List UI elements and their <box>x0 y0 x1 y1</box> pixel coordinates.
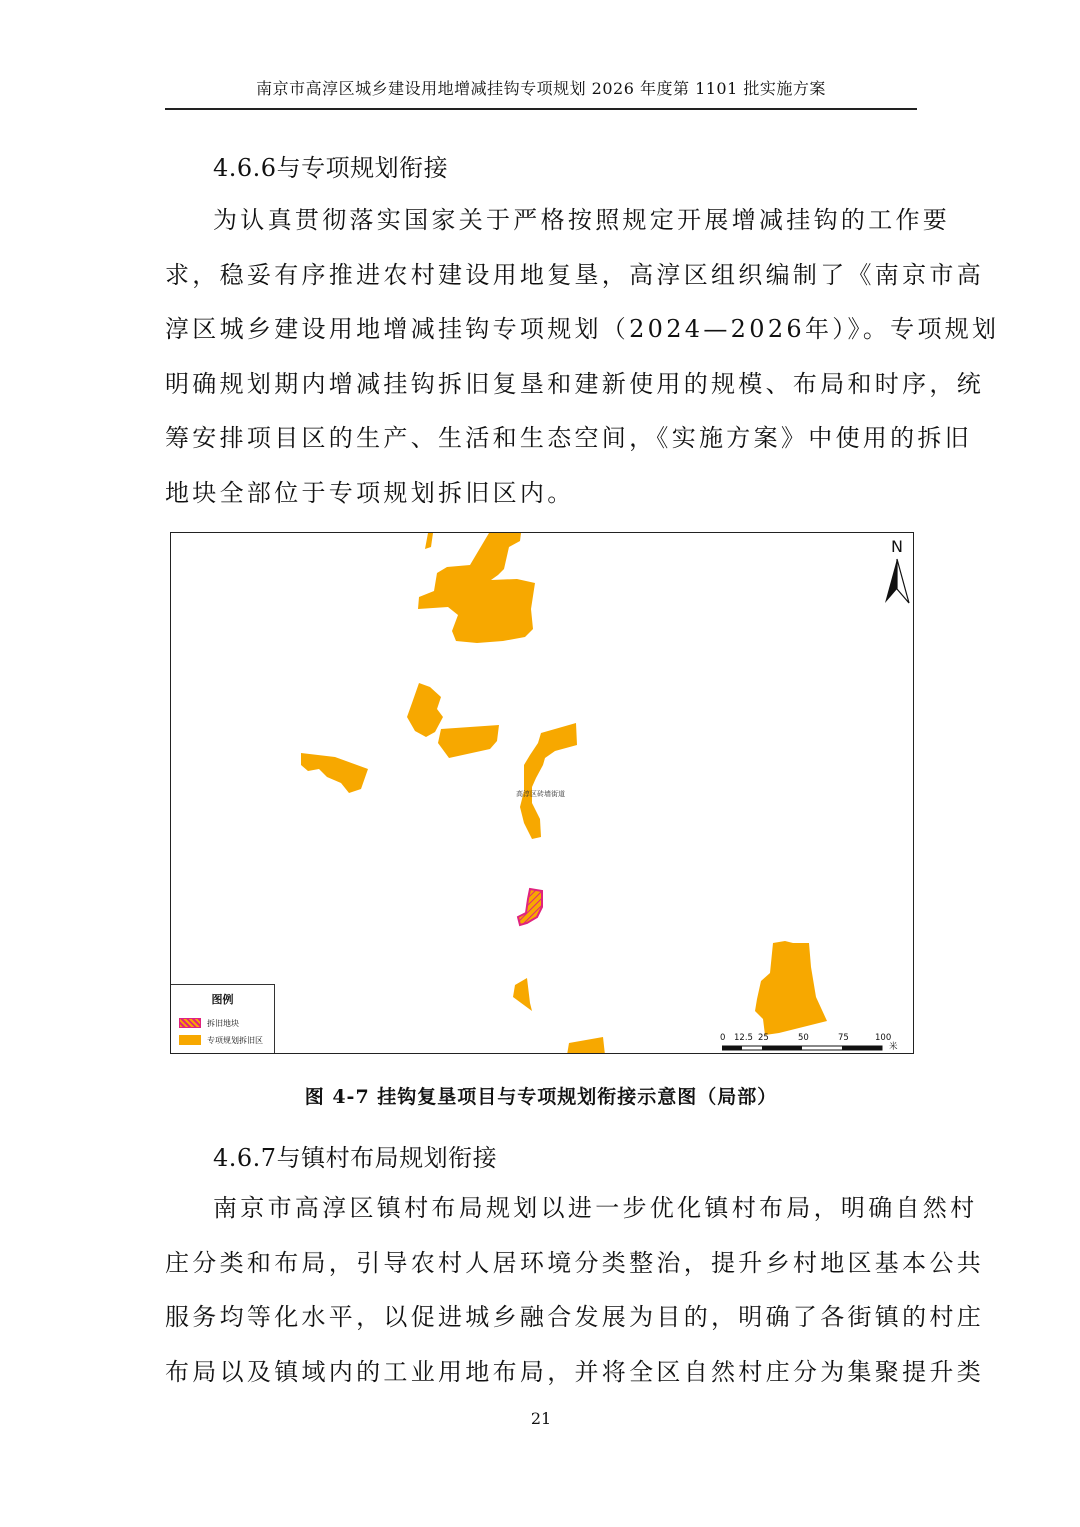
paragraph-line: 淳区城乡建设用地增减挂钩专项规划（2024—2026年）》。专项规划 <box>165 315 1000 344</box>
planning-zone-parcel <box>425 533 433 549</box>
section-heading-4-6-6: 4.6.6与专项规划衔接 <box>213 154 449 182</box>
legend-title: 图例 <box>211 993 234 1006</box>
legend-label: 拆旧地块 <box>207 1019 239 1028</box>
paragraph-line: 服务均等化水平，以促进城乡融合发展为目的，明确了各街镇的村庄 <box>165 1303 984 1332</box>
section-heading-4-6-7: 4.6.7与镇村布局规划衔接 <box>213 1144 498 1172</box>
legend-label: 专项规划拆旧区 <box>207 1036 263 1045</box>
planning-zone-parcel <box>407 683 443 737</box>
scale-unit: 米 <box>889 1042 898 1052</box>
paragraph-4-6-7 <box>165 1181 984 1399</box>
paragraph-line: 为认真贯彻落实国家关于严格按照规定开展增减挂钩的工作要 <box>213 206 951 234</box>
scale-tick-label: 75 <box>838 1033 849 1043</box>
north-letter: N <box>891 537 903 556</box>
north-arrow <box>883 537 911 605</box>
map-figure <box>170 532 914 1054</box>
header-divider <box>165 108 917 110</box>
scale-tick-label: 100 <box>875 1033 892 1043</box>
planning-zone-parcel <box>755 941 827 1035</box>
scale-tick-label: 0 <box>720 1033 726 1043</box>
planning-zone-parcel <box>520 723 577 839</box>
hatched-pink-square-icon <box>179 1018 201 1028</box>
paragraph-line: 筹安排项目区的生产、生活和生态空间，《实施方案》中使用的拆旧 <box>165 424 972 453</box>
paragraph-line: 地块全部位于专项规划拆旧区内。 <box>165 478 575 507</box>
paragraph-line: 庄分类和布局，引导农村人居环境分类整治，提升乡村地区基本公共 <box>165 1248 984 1277</box>
figure-caption: 图 4-7 挂钩复垦项目与专项规划衔接示意图（局部） <box>304 1086 778 1108</box>
paragraph-line: 南京市高淳区镇村布局规划以进一步优化镇村布局，明确自然村 <box>213 1194 978 1222</box>
scale-tick-label: 50 <box>798 1033 809 1043</box>
planning-zone-parcel <box>567 1037 605 1054</box>
paragraph-4-6-6 <box>165 193 1000 521</box>
demolition-parcel <box>518 889 542 925</box>
scale-tick-label: 12.5 <box>734 1033 753 1043</box>
paragraph-line: 明确规划期内增减挂钩拆旧复垦和建新使用的规模、布局和时序，统 <box>165 369 984 398</box>
paragraph-line: 布局以及镇域内的工业用地布局，并将全区自然村庄分为集聚提升类 <box>165 1357 984 1386</box>
running-header: 南京市高淳区城乡建设用地增减挂钩专项规划 2026 年度第 1101 批实施方案 <box>256 79 826 98</box>
orange-square-icon <box>179 1035 201 1045</box>
planning-zone-parcel <box>418 533 535 643</box>
page-number: 21 <box>530 1409 552 1428</box>
place-label: 高淳区砖墙街道 <box>516 790 565 798</box>
scale-tick-label: 25 <box>758 1033 769 1043</box>
planning-zone-parcel <box>438 725 499 758</box>
map-legend <box>171 984 275 1054</box>
north-arrow-icon <box>883 537 911 605</box>
scale-bar-graphic <box>722 1044 892 1052</box>
paragraph-line: 求，稳妥有序推进农村建设用地复垦，高淳区组织编制了《南京市高 <box>165 260 984 289</box>
planning-zone-parcel <box>301 753 368 793</box>
scale-bar <box>717 1033 907 1053</box>
planning-zone-parcel <box>513 978 532 1011</box>
